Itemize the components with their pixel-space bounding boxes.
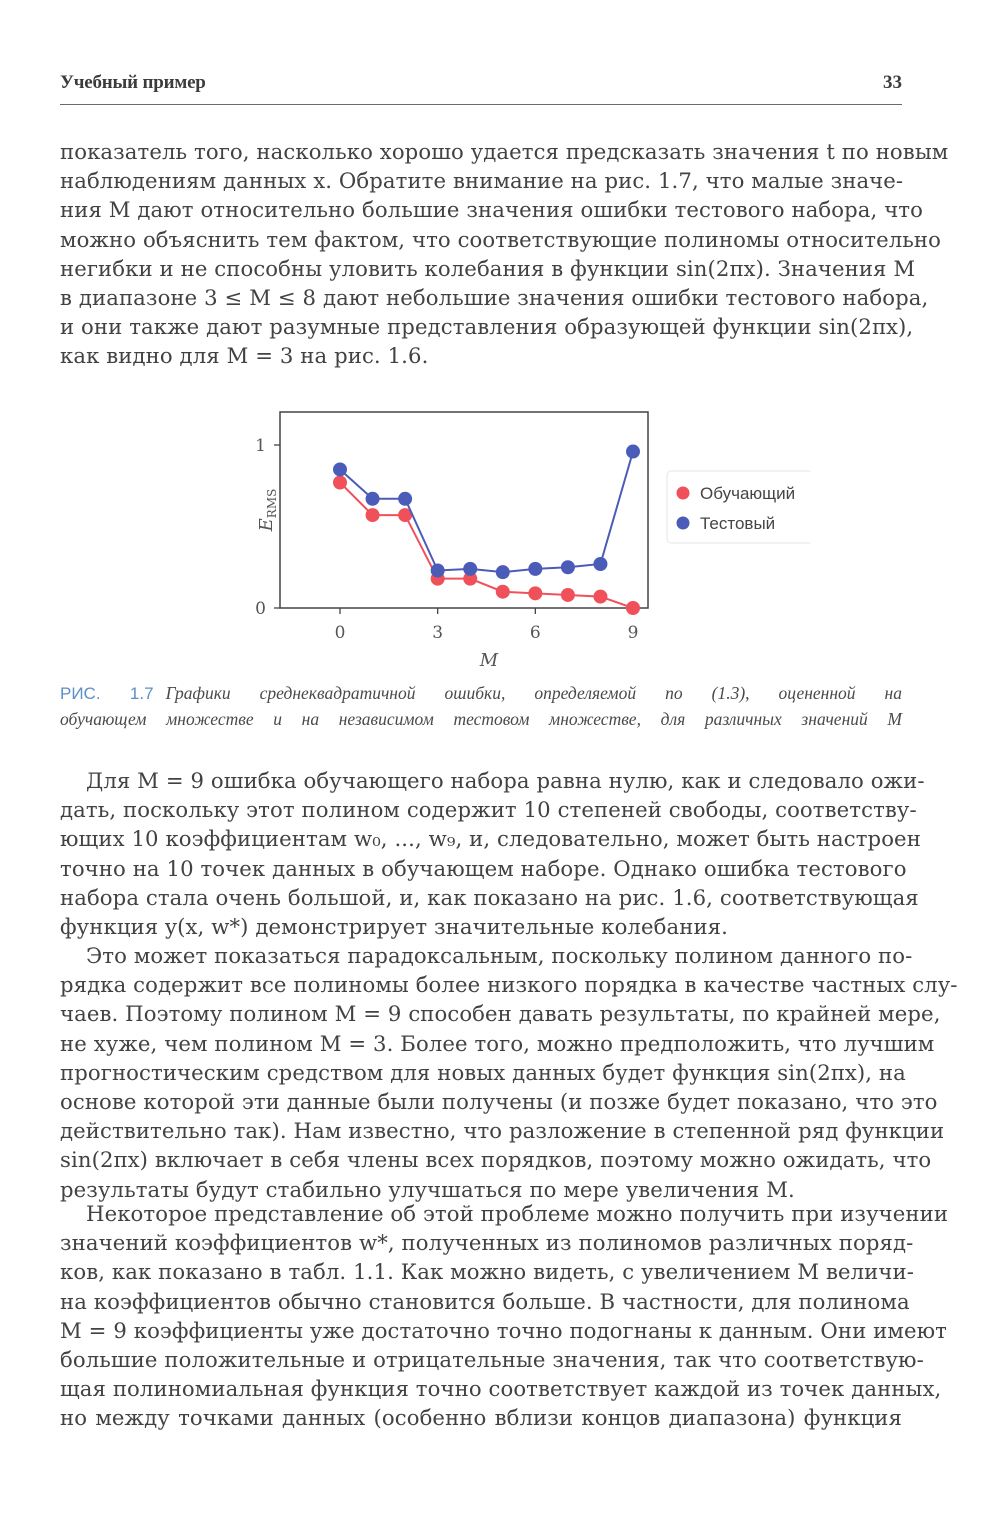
text-line: негибки и не способны уловить колебания в функции sin(2πx). Значения M (60, 255, 916, 281)
text-line: и они также дают разумные представления образующей функции sin(2πx), (60, 314, 914, 340)
text-line: значений коэффициентов w*, полученных из полиномов различных поряд- (60, 1230, 914, 1256)
text-line: показатель того, насколько хорошо удается предсказать значения t по новым (60, 139, 949, 164)
x-axis-label: M (479, 650, 499, 671)
text-line: Это может показаться парадоксальным, поскольку полином данного по- (86, 943, 913, 968)
caption-text: Графики среднеквадратичной ошибки, определяемой по (1.3), оцененной на (165, 683, 902, 703)
text-line: чаев. Поэтому полином M = 9 способен давать результаты, по крайней мере, (60, 1001, 941, 1027)
text-line: sin(2πx) включает в себя члены всех порядков, поэтому можно ожидать, что (60, 1147, 932, 1173)
chart-legend (667, 471, 810, 543)
svg-text:0: 0 (255, 599, 266, 619)
svg-text:1: 1 (255, 436, 266, 456)
text-line: но между точками данных (особенно вблизи концов диапазона) функция (60, 1405, 902, 1431)
text-line: основе которой эти данные были получены (и позже будет показано, что это (60, 1088, 938, 1114)
running-head (60, 70, 902, 105)
paragraph-2 (60, 766, 925, 941)
y-axis-label: $E_{RMS}$ (256, 488, 279, 532)
text-line: можно объяснить тем фактом, что соответствующие полиномы относительно (60, 226, 941, 252)
legend-test-marker-icon (677, 517, 690, 530)
text-line: ков, как показано в табл. 1.1. Как можно видеть, с увеличением M величи- (60, 1259, 914, 1285)
caption-line (60, 680, 902, 706)
text-line: большие положительные и отрицательные значения, так что соответствую- (60, 1346, 924, 1372)
page-number: 33 (883, 72, 902, 93)
text-line: ния M дают относительно большие значения ошибки тестового набора, что (60, 197, 923, 223)
text-line: щая полиномиальная функция точно соответствует каждой из точек данных, (60, 1376, 942, 1402)
text-line: M = 9 коэффициенты уже достаточно точно подогнаны к данным. Они имеют (60, 1317, 947, 1343)
chart-series (333, 445, 640, 615)
svg-text:6: 6 (529, 623, 541, 643)
text-line: в диапазоне 3 ≤ M ≤ 8 дают небольшие значения ошибки тестового набора, (60, 284, 929, 310)
text-line: функция y(x, w*) демонстрирует значительные колебания. (60, 913, 728, 939)
text-line: не хуже, чем полином M = 3. Более того, можно предположить, что лучшим (60, 1030, 935, 1056)
figure-erms-chart (190, 400, 810, 680)
text-line: рядка содержит все полиномы более низкого порядка в качестве частных слу- (60, 972, 958, 998)
text-line: Некоторое представление об этой проблеме можно получить при изучении (86, 1201, 949, 1226)
svg-text:3: 3 (432, 623, 444, 643)
section-title: Учебный пример (60, 72, 206, 93)
caption-line: обучающем множестве и на независимом тестовом множестве, для различных значений M (60, 709, 902, 729)
text-line: точно на 10 точек данных в обучающем наборе. Однако ошибка тестового (60, 855, 907, 881)
svg-text:0: 0 (334, 623, 346, 643)
text-line: действительно так). Нам известно, что разложение в степенной ряд функции (60, 1118, 945, 1144)
figure-caption (60, 680, 902, 732)
line-chart (190, 400, 810, 680)
legend-train-marker-icon (677, 487, 690, 500)
text-line: прогностическим средством для новых данных будет функция sin(2πx), на (60, 1059, 906, 1085)
text-line: ющих 10 коэффициентам w₀, ..., w₉, и, следовательно, может быть настроен (60, 826, 921, 852)
svg-text:9: 9 (627, 623, 639, 643)
text-line: дать, поскольку этот полином содержит 10 степеней свободы, соответству- (60, 797, 917, 823)
text-line: как видно для M = 3 на рис. 1.6. (60, 343, 429, 369)
text-line: Для M = 9 ошибка обучающего набора равна нулю, как и следовало ожи- (86, 768, 925, 793)
text-line: набора стала очень большой, и, как показано на рис. 1.6, соответствующая (60, 884, 919, 910)
legend-test-label: Тестовый (700, 514, 776, 533)
text-line: на коэффициентов обычно становится больше. В частности, для полинома (60, 1288, 910, 1314)
legend-train-label: Обучающий (700, 484, 796, 503)
x-axis (335, 608, 639, 643)
paragraph-4 (60, 1199, 949, 1433)
paragraph-3 (60, 941, 958, 1204)
figure-label: РИС. 1.7 (60, 684, 154, 703)
paragraph-1 (60, 137, 949, 371)
text-line: результаты будут стабильно улучшаться по мере увеличения M. (60, 1176, 795, 1202)
text-line: наблюдениям данных x. Обратите внимание на рис. 1.7, что малые значе- (60, 168, 904, 194)
